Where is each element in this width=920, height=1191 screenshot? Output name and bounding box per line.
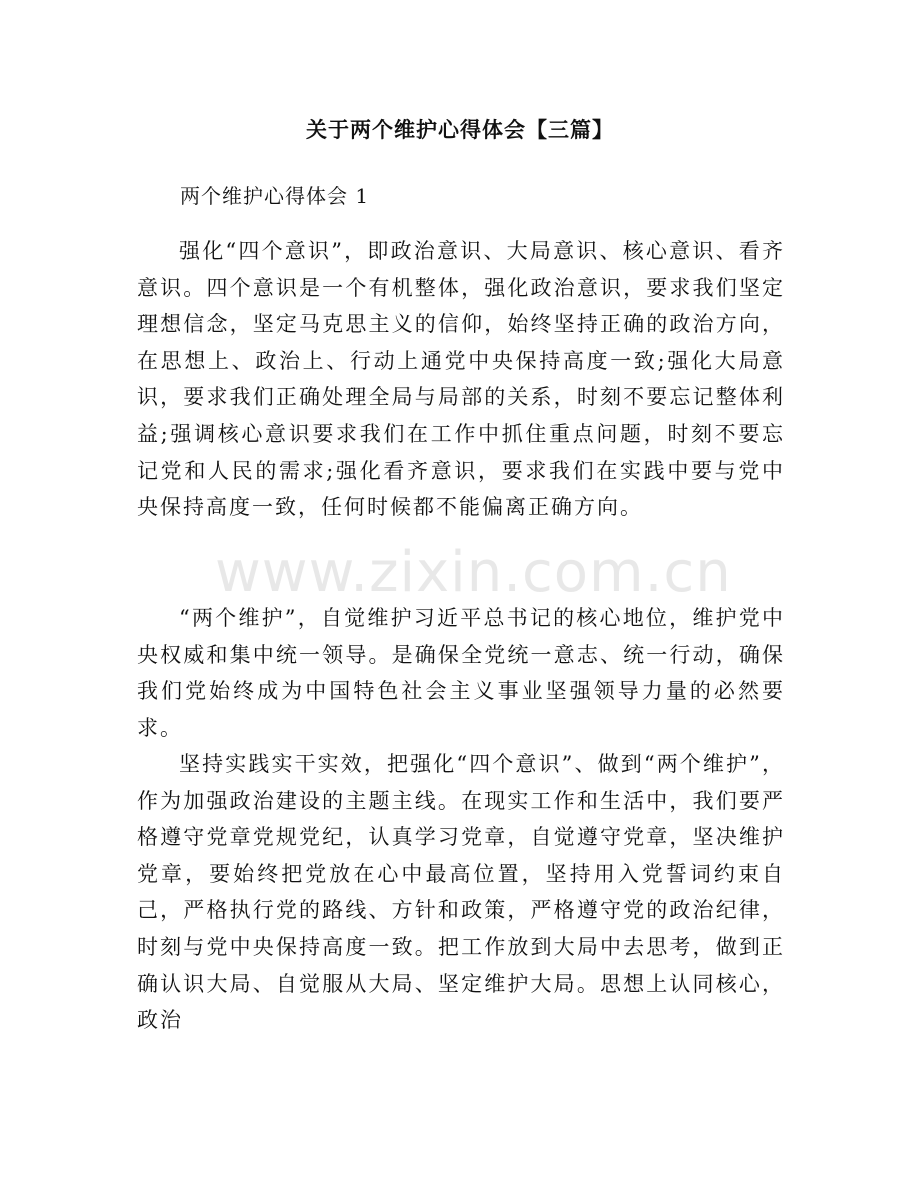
paragraph-1: 强化“四个意识”，即政治意识、大局意识、核心意识、看齐意识。四个意识是一个有机整体，强化政治意识，要求我们坚定理想信念，坚定马克思主义的信仰，始终坚持正确的政治方向，在思想上、政治上、行动上通党中央保持高度一致;强化大局意识，要求我们正确处理全局与局部的关系，时刻不要忘记整体利益;强调核心意识要求我们在工作中抓住重点问题，时刻不要忘记党和人民的需求;强化看齐意识，要求我们在实践中要与党中央保持高度一致，任何时候都不能偏离正确方向。 <box>137 239 785 520</box>
paragraph-3: 坚持实践实干实效，把强化“四个意识”、做到“两个维护”，作为加强政治建设的主题主线。在现实工作和生活中，我们要严格遵守党章党规党纪，认真学习党章，自觉遵守党章，坚决维护党章，要始终把党放在心中最高位置，坚持用入党誓词约束自己，严格执行党的路线、方针和政策，严格遵守党的政治纪律，时刻与党中央保持高度一致。把工作放到大局中去思考，做到正确认识大局、自觉服从大局、坚定维护大局。思想上认同核心，政治 <box>137 752 785 1033</box>
section-heading: 两个维护心得体会 1 <box>180 184 370 208</box>
watermark: www.zixin.com.cn <box>215 540 732 605</box>
document-title: 关于两个维护心得体会【三篇】 <box>306 118 614 142</box>
paragraph-2: “两个维护”，自觉维护习近平总书记的核心地位，维护党中央权威和集中统一领导。是确保全党统一意志、统一行动，确保我们党始终成为中国特色社会主义事业坚强领导力量的必然要求。 <box>137 606 785 740</box>
